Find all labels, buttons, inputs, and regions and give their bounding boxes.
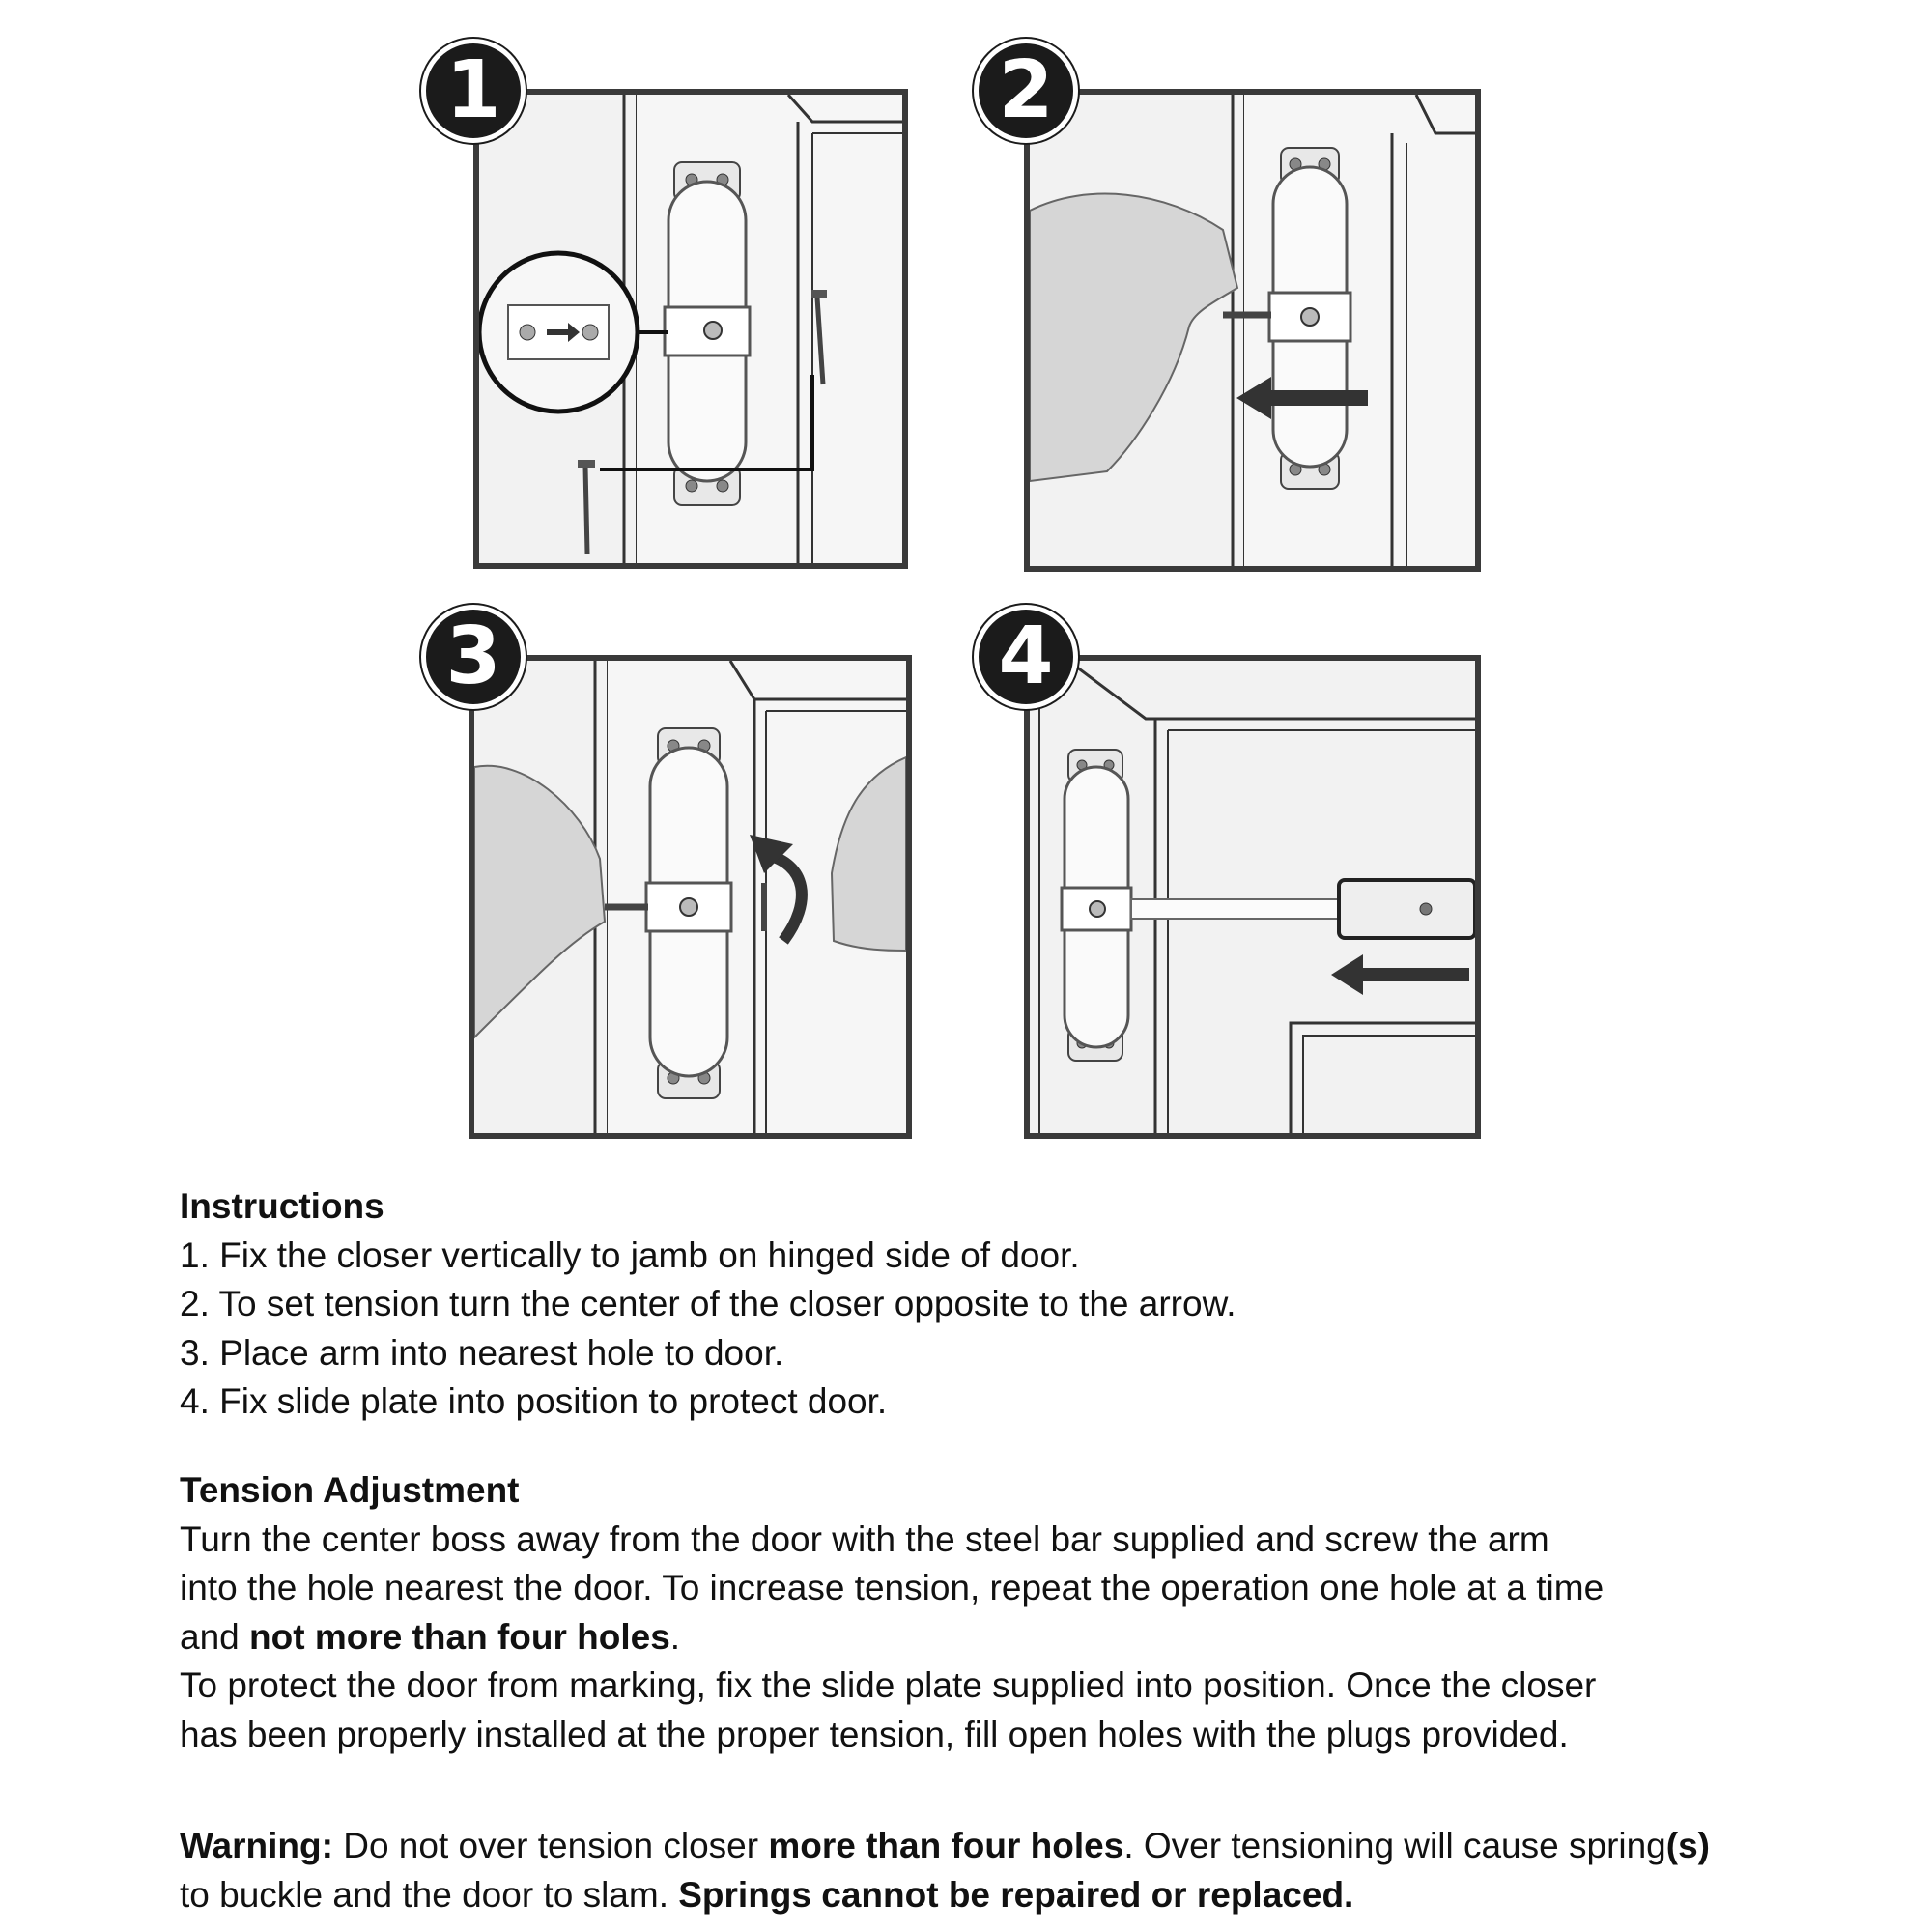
tension-section [180,1466,1822,1759]
instruction-item: 2. To set tension turn the center of the closer opposite to the arrow. [180,1284,1236,1323]
tension-text: . [669,1616,681,1657]
warning-emphasis: (s) [1665,1826,1710,1865]
tension-line: has been properly installed at the proper tension, fill open holes with the plugs provided. [180,1714,1569,1754]
tension-line: Turn the center boss away from the door with the steel bar supplied and screw the arm [180,1519,1549,1559]
tension-heading: Tension Adjustment [180,1470,520,1510]
warning-emphasis: Springs cannot be repaired or replaced. [678,1874,1354,1915]
instructions-section [180,1182,1822,1427]
warning-line [180,1871,1822,1920]
step-4-drawing [1030,661,1475,1133]
warning-line [180,1822,1822,1871]
step-1-drawing [479,95,902,563]
tension-line: into the hole nearest the door. To increase tension, repeat the operation one hole at a time [180,1568,1605,1607]
instruction-item: 4. Fix slide plate into position to protect door. [180,1381,888,1421]
step-number-1: 1 [421,39,526,143]
step-3-illustration [469,655,912,1139]
step-2-illustration [1024,89,1481,572]
tension-text: and [180,1616,250,1657]
warning-text: to buckle and the door to slam. [180,1874,679,1915]
tension-line [180,1613,1822,1662]
instruction-item: 1. Fix the closer vertically to jamb on hinged side of door. [180,1235,1080,1275]
step-4-illustration [1024,655,1481,1139]
step-number-4: 4 [974,605,1078,709]
warning-section [180,1822,1822,1919]
warning-text: Do not over tension closer [332,1826,769,1865]
step-number-3: 3 [421,605,526,709]
warning-text: . Over tensioning will cause spring [1123,1826,1666,1865]
tension-emphasis: not more than four holes [249,1616,670,1657]
warning-emphasis: more than four holes [768,1826,1124,1865]
step-number-2: 2 [974,39,1078,143]
step-2-drawing [1030,95,1475,566]
instructions-heading: Instructions [180,1186,384,1226]
step-3-drawing [474,661,906,1133]
tension-line: To protect the door from marking, fix the slide plate supplied into position. Once the closer [180,1665,1597,1705]
instruction-item: 3. Place arm into nearest hole to door. [180,1332,784,1373]
warning-label: Warning: [180,1826,333,1865]
step-1-illustration [473,89,908,569]
